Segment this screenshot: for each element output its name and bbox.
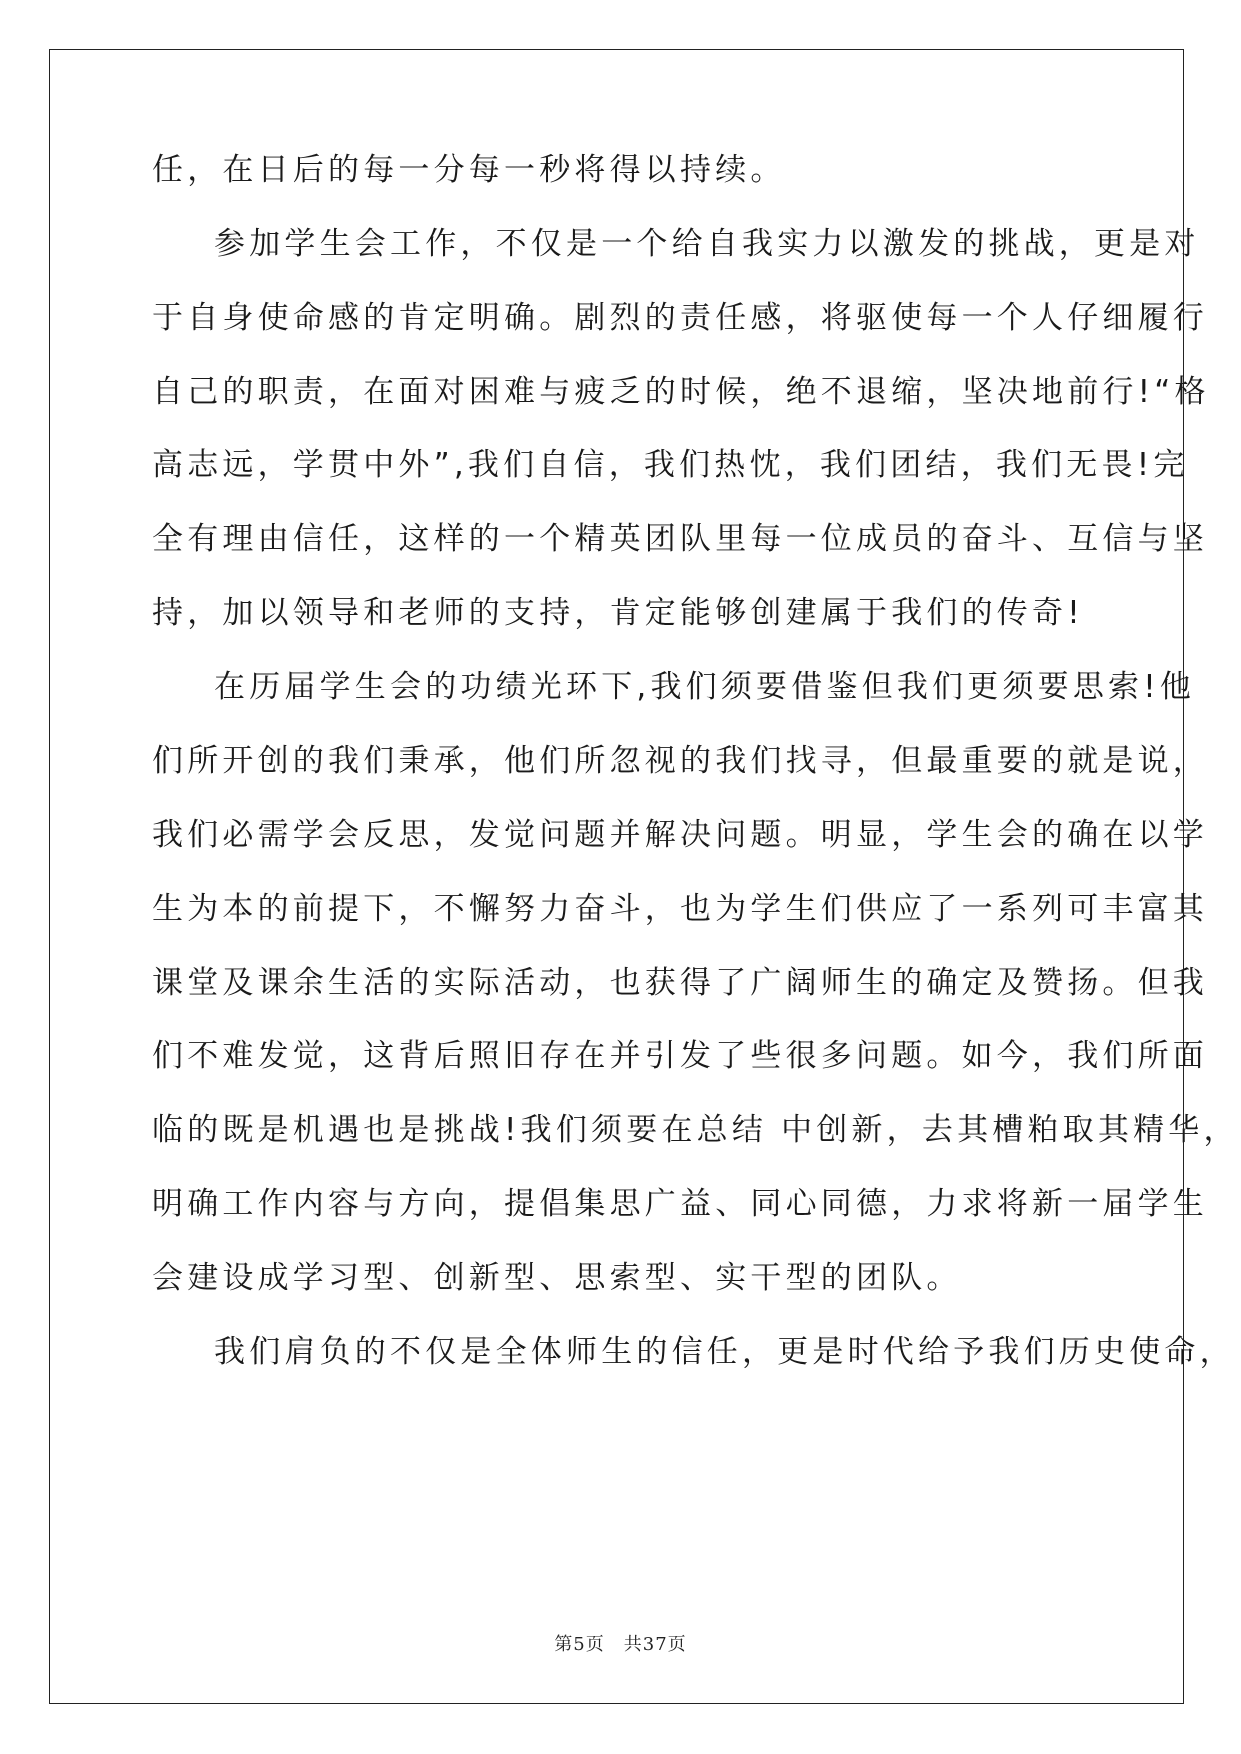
paragraph-line: 持，加以领导和老师的支持，肯定能够创建属于我们的传奇! bbox=[152, 595, 1084, 631]
paragraph-line: 明确工作内容与方向，提倡集思广益、同心同德，力求将新一届学生 bbox=[152, 1186, 1208, 1222]
paragraph-line: 参加学生会工作，不仅是一个给自我实力以激发的挑战，更是对 bbox=[214, 226, 1200, 262]
paragraph-line: 会建设成学习型、创新型、思索型、实干型的团队。 bbox=[152, 1260, 962, 1296]
paragraph-line: 任，在日后的每一分每一秒将得以持续。 bbox=[152, 152, 786, 188]
paragraph-line: 于自身使命感的肯定明确。剧烈的责任感，将驱使每一个人仔细履行 bbox=[152, 300, 1208, 336]
page-footer: 第5页 共37页 bbox=[554, 1634, 687, 1655]
paragraph-line: 们所开创的我们秉承，他们所忽视的我们找寻，但最重要的就是说， bbox=[152, 743, 1208, 779]
paragraph-line: 自己的职责，在面对困难与疲乏的时候，绝不退缩，坚决地前行!“格 bbox=[152, 374, 1210, 410]
paragraph-line: 课堂及课余生活的实际活动，也获得了广阔师生的确定及赞扬。但我 bbox=[152, 965, 1208, 1001]
paragraph-line: 生为本的前提下，不懈努力奋斗，也为学生们供应了一系列可丰富其 bbox=[152, 891, 1208, 927]
paragraph-line: 我们肩负的不仅是全体师生的信任，更是时代给予我们历史使命， bbox=[214, 1334, 1235, 1370]
paragraph-line: 高志远，学贯中外”,我们自信，我们热忱，我们团结，我们无畏!完 bbox=[152, 447, 1189, 483]
paragraph-line: 在历届学生会的功绩光环下,我们须要借鉴但我们更须要思索!他 bbox=[214, 669, 1196, 705]
paragraph-line: 们不难发觉，这背后照旧存在并引发了些很多问题。如今，我们所面 bbox=[152, 1038, 1208, 1074]
paragraph-line: 临的既是机遇也是挑战!我们须要在总结 中创新，去其槽粕取其精华， bbox=[152, 1112, 1239, 1148]
paragraph-line: 我们必需学会反思，发觉问题并解决问题。明显，学生会的确在以学 bbox=[152, 817, 1208, 853]
paragraph-line: 全有理由信任，这样的一个精英团队里每一位成员的奋斗、互信与坚 bbox=[152, 521, 1208, 557]
